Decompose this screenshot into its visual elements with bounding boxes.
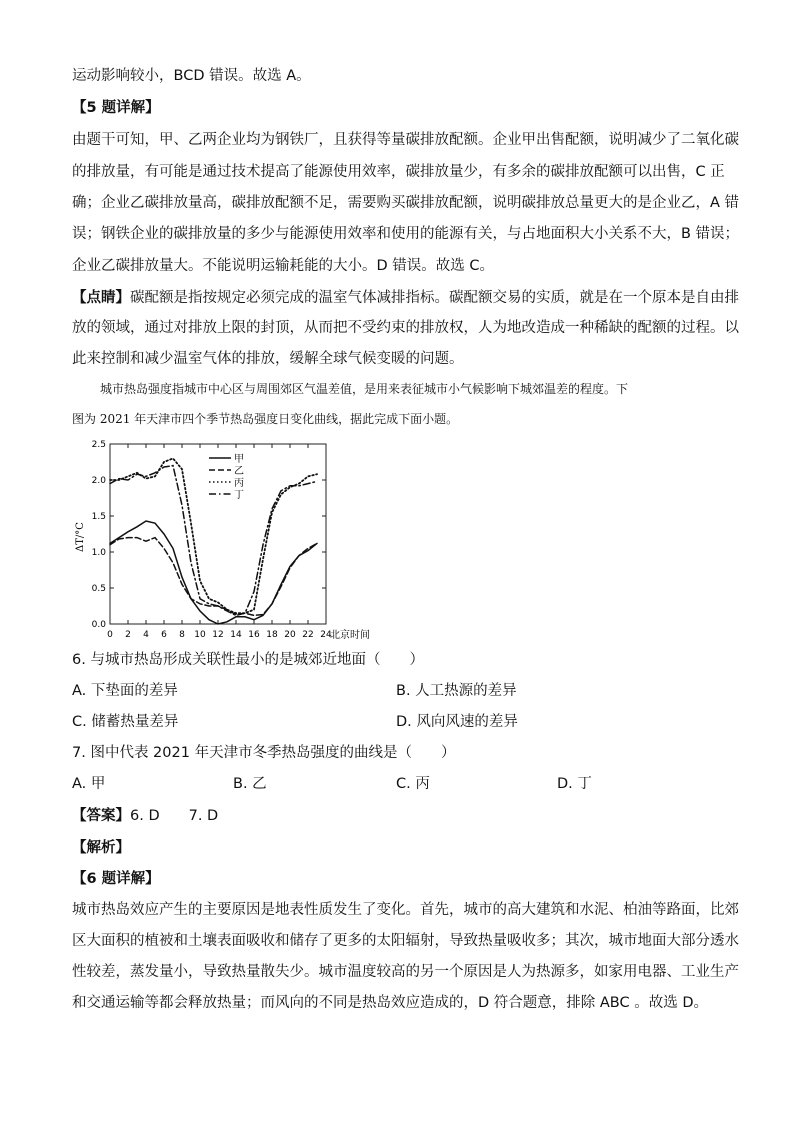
question-7: 7. 图中代表 2021 年天津市冬季热岛强度的曲线是（ ） [72, 745, 456, 761]
q6-detail-title: 【6 题详解】 [72, 871, 160, 887]
heat-island-chart [72, 432, 372, 644]
x-tick-label: 20 [284, 630, 296, 640]
q5-detail-line: 确；企业乙碳排放量高，碳排放配额不足，需要购买碳排放配额，说明碳排放总量更大的是企业乙，A 错 [72, 195, 740, 211]
answer-text: 6. D 7. D [130, 808, 219, 824]
x-tick-label: 6 [161, 630, 167, 640]
x-tick-label: 0 [107, 630, 113, 640]
tip-paragraph-line [72, 288, 739, 308]
series-line-2 [110, 538, 317, 616]
q5-detail-line: 的排放量，有可能是通过技术提高了能源使用效率，碳排放量少，有多余的碳排放配额可以出售，C 正 [72, 164, 725, 180]
x-axis-label: 北京时间 [330, 630, 370, 641]
tip-text: 碳配额是指按规定必须完成的温室气体减排指标。碳配额交易的实质，就是在一个原本是自由排 [130, 290, 739, 306]
q7-option-a[interactable]: A. 甲 [72, 776, 106, 792]
tip-title: 【点睛】 [72, 290, 130, 306]
answer-line [72, 806, 218, 826]
tip-paragraph-line: 放的领域，通过对排放上限的封顶，从而把不受约束的排放权，人为地改造成一种稀缺的配额的过程。以 [72, 320, 739, 336]
x-tick-label: 2 [125, 630, 131, 640]
q6-detail-line: 和交通运输等都会释放热量；而风向的不同是热岛效应造成的，D 符合题意，排除 ABC 。故选 D。 [72, 995, 708, 1011]
x-tick-label: 14 [230, 630, 242, 640]
legend-label: 丙 [234, 478, 244, 489]
q5-detail-line: 由题干可知，甲、乙两企业均为钢铁厂，且获得等量碳排放配额。企业甲出售配额，说明减少了二氧化碳 [72, 132, 739, 148]
x-tick-label: 8 [179, 630, 185, 640]
question-intro-line: 图为 2021 年天津市四个季节热岛强度日变化曲线，据此完成下面小题。 [72, 412, 459, 426]
legend-label: 丁 [234, 490, 244, 501]
q6-option-a[interactable]: A. 下垫面的差异 [72, 683, 178, 699]
question-6: 6. 与城市热岛形成关联性最小的是城郊近地面（ ） [72, 652, 424, 668]
q7-option-c[interactable]: C. 丙 [396, 776, 430, 792]
q6-detail-line: 性较差，蒸发量小，导致热量散失少。城市温度较高的另一个原因是人为热源多，如家用电器、工业生产 [72, 964, 739, 980]
x-tick-label: 22 [302, 630, 314, 640]
tip-paragraph-line: 此来控制和减少温室气体的排放，缓解全球气候变暖的问题。 [72, 351, 464, 367]
legend-label: 甲 [234, 454, 244, 465]
q7-option-b[interactable]: B. 乙 [233, 776, 267, 792]
y-tick-label: 1.0 [91, 548, 106, 558]
y-tick-label: 2.0 [91, 476, 106, 486]
y-axis-label: ΔT/°C [75, 522, 86, 552]
x-tick-label: 18 [266, 630, 278, 640]
q5-detail-line: 误；钢铁企业的碳排放量的多少与能源使用效率和使用的能源有关，与占地面积大小关系不大，B 错误； [72, 226, 740, 242]
answer-label: 【答案】 [72, 808, 130, 824]
x-tick-label: 16 [248, 630, 260, 640]
x-tick-label: 4 [143, 630, 149, 640]
analysis-title: 【解析】 [72, 840, 130, 856]
series-line-1 [110, 521, 317, 624]
legend-label: 乙 [234, 466, 244, 477]
q5-detail-line: 企业乙碳排放量大。不能说明运输耗能的大小。D 错误。故选 C。 [72, 258, 495, 274]
q6-option-b[interactable]: B. 人工热源的差异 [396, 683, 517, 699]
q6-detail-line: 区大面积的植被和土壤表面吸收和储存了更多的太阳辐射，导致热量吸收多；其次，城市地面大部分透水 [72, 933, 739, 949]
q6-detail-line: 城市热岛效应产生的主要原因是地表性质发生了变化。首先，城市的高大建筑和水泥、柏油等路面，比郊 [72, 902, 739, 918]
y-tick-label: 0.0 [91, 620, 106, 630]
series-line-4 [110, 466, 317, 616]
x-tick-label: 10 [194, 630, 206, 640]
q6-option-d[interactable]: D. 风向风速的差异 [396, 714, 518, 730]
x-tick-label: 12 [212, 630, 224, 640]
q7-option-d[interactable]: D. 丁 [557, 776, 592, 792]
y-tick-label: 0.5 [91, 584, 106, 594]
y-tick-label: 1.5 [91, 512, 106, 522]
question-intro-line: 城市热岛强度指城市中心区与周围郊区气温差值，是用来表征城市小气候影响下城郊温差的程度。下 [100, 382, 629, 396]
prev-answer-end: 运动影响较小，BCD 错误。故选 A。 [72, 68, 311, 84]
q6-option-c[interactable]: C. 储蓄热量差异 [72, 714, 179, 730]
q5-detail-title: 【5 题详解】 [72, 100, 160, 116]
x-tick-label: 24 [320, 630, 332, 640]
y-tick-label: 2.5 [91, 440, 106, 450]
plot-frame [110, 444, 326, 624]
